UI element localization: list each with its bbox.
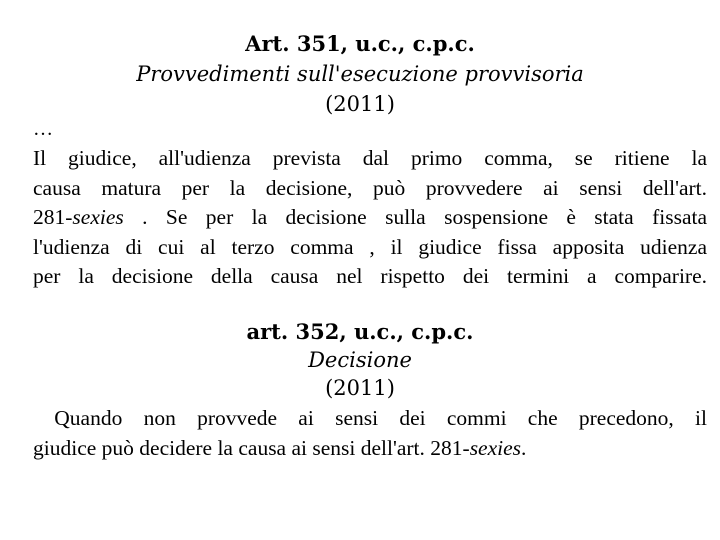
line-end: . — [521, 435, 527, 460]
body-line: Quando non provvede ai sensi dei commi che precedono, il — [33, 406, 707, 430]
article-352-subtitle: Decisione — [308, 348, 412, 372]
omission-ellipsis: … — [33, 118, 53, 140]
article-351-body — [33, 144, 707, 292]
article-352-body — [33, 404, 707, 463]
article-352-year: (2011) — [325, 376, 395, 400]
body-line — [33, 434, 707, 464]
article-number-prefix: 281- — [33, 205, 73, 229]
body-line: l'udienza di cui al terzo comma , il giudice fissa apposita udienza — [33, 234, 707, 259]
body-line: Il giudice, all'udienza prevista dal primo comma, se ritiene la — [33, 146, 707, 170]
article-351-title: Art. 351, u.c., c.p.c. — [245, 31, 475, 56]
italic-term: sexies — [72, 205, 124, 229]
body-line: causa matura per la decisione, può provvedere ai sensi dell'art. — [33, 175, 707, 200]
line-remainder: . Se per la decisione sulla sospensione è stata fissata — [123, 205, 707, 229]
body-line — [33, 203, 707, 233]
article-351-year: (2011) — [325, 92, 395, 116]
line-text: giudice può decidere la causa ai sensi dell'art. 281- — [33, 435, 470, 460]
article-352-title: art. 352, u.c., c.p.c. — [246, 319, 474, 344]
article-351-subtitle: Provvedimenti sull'esecuzione provvisoria — [136, 62, 584, 86]
italic-term: sexies — [469, 435, 522, 460]
body-line: per la decisione della causa nel rispetto dei termini a comparire. — [33, 264, 707, 288]
